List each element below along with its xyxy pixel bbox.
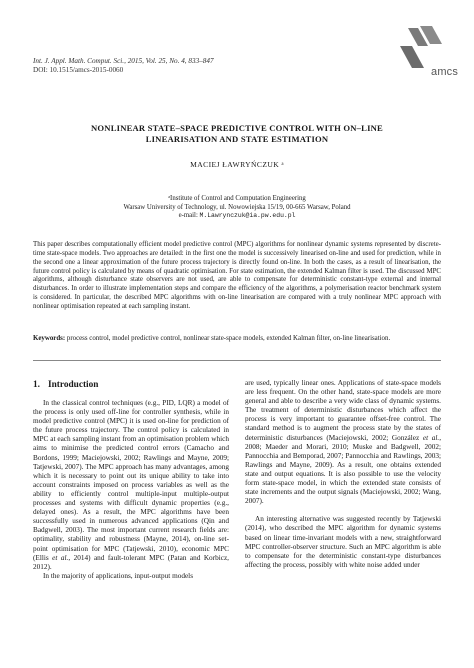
- author-name: MACIEJ ŁAWRYŃCZUK: [190, 160, 280, 169]
- right-column: [245, 379, 441, 570]
- paragraph: In the majority of applications, input-output models: [43, 571, 194, 580]
- paragraph-text: , 2008; Maeder and Morari, 2010; Muske and Badgwell, 2002; Pannocchia and Bemporad, 2007; Pannocchia and Rawlings, 2003; Rawlings and Mayne, 2009). As a result, one obtains extended state and output equations. It is also possible to use the velocity form state-space model, in which the extended state consists of state increments and the output signals (Maciejowski, 2002; Wang, 2007).: [245, 433, 441, 506]
- paragraph-text: are used, typically linear ones. Applications of state-space models are less frequent. On the other hand, state-space models are more general and able to describe a very wide class of dynamic systems. The treatment of deterministic disturbances which affect the process is very important to guarantee offset-free control. The standard method is to augment the process state by the states of deterministic disturbances (Maciejowski, 2002; González: [245, 379, 441, 442]
- email-label: e-mail:: [178, 212, 200, 220]
- section-number: 1.: [33, 380, 40, 390]
- title-line-2: LINEARISATION AND STATE ESTIMATION: [145, 133, 329, 144]
- paragraph: [33, 399, 229, 572]
- et-al: et al.: [422, 433, 440, 442]
- journal-citation: Int. J. Appl. Math. Comput. Sci., 2015, Vol. 25, No. 4, 833–847: [33, 57, 214, 65]
- amcs-logo-icon: [398, 26, 474, 90]
- paragraph: [245, 379, 441, 506]
- email-address: M.Lawrynczuk@ia.pw.edu.pl: [199, 212, 296, 220]
- section-title: Introduction: [47, 380, 99, 390]
- logo-text: amcs: [431, 66, 459, 78]
- left-column: [33, 380, 229, 581]
- keywords-label: Keywords:: [33, 335, 66, 342]
- author-mark: ᵃ: [279, 160, 284, 169]
- email-line: [50, 212, 424, 221]
- paragraph: An interesting alternative was suggested recently by Tatjewski (2014), who described the MPC algorithm for dynamic systems based on linear time-invariant models with a new, straightforward MPC controller-observer structure. Such an MPC algorithm is able to compensate for the deterministic constant-type disturbances affecting the process, possibly with white noise added under: [245, 515, 441, 569]
- paper-title: [50, 123, 424, 144]
- abstract: This paper describes computationally efficient model predictive control (MPC) algorithms for nonlinear dynamic systems represented by discrete-time state-space models. Two approaches are detailed: in the first one the model is successively linearised on-line and used for prediction, while in the second one a linear approximation of the future process trajectory is directly found on-line. In both the cases, as a result of linearisation, the future control policy is calculated by means of quadratic optimisation. For state estimation, the extended Kalman filter is used. The discussed MPC algorithms, although disturbance state observers are not used, are able to compensate for deterministic constant-type external and internal disturbances. In order to illustrate implementation steps and compare the efficiency of the algorithms, a polymerisation reactor benchmark system is considered. In particular, the described MPC algorithms with on-line linearisation are compared with a truly nonlinear MPC approach with nonlinear optimisation repeated at each sampling instant.: [33, 241, 441, 310]
- paragraph-text: , 2014) and fault-tolerant MPC (Patan and Korbicz, 2012).: [33, 553, 229, 571]
- divider: [33, 360, 441, 361]
- et-al: et al.: [52, 553, 69, 562]
- keywords: [33, 335, 441, 344]
- author: [50, 160, 424, 169]
- affiliation-line-2: Warsaw University of Technology, ul. Nowowiejska 15/19, 00-665 Warsaw, Poland: [123, 203, 351, 211]
- keywords-text: process control, model predictive control, nonlinear state-space models, extended Kalman filter, on-line linearisation.: [65, 335, 391, 342]
- affiliation-line-1: ᵃInstitute of Control and Computation Engineering: [168, 195, 306, 202]
- section-heading: [33, 380, 229, 391]
- affiliation: [50, 195, 424, 221]
- title-line-1: NONLINEAR STATE–SPACE PREDICTIVE CONTROL WITH ON–LINE: [91, 123, 383, 133]
- journal-info: [33, 57, 214, 74]
- paragraph-text: In the classical control techniques (e.g., PID, LQR) a model of the process is only used off-line for controller synthesis, while in model predictive control (MPC) it is used on-line for prediction of the future process trajectory. The control policy is calculated in MPC at each sampling instant from an optimisation problem which aims to minimise the predicted control errors (Camacho and Bordons, 1999; Maciejowski, 2002; Rawlings and Mayne, 2009; Tatjewski, 2007). The MPC approach has many advantages, among which it is necessary to point out its unique ability to take into account constraints imposed on process variables as well as the ability to efficiently control multiple-input multiple-output processes and systems with difficult dynamic properties (e.g., delayed ones). As a result, the MPC algorithms have been successfully used in numerous advanced applications (Qin and Badgwell, 2003). The most important current research fields are: optimality, stability and robustness (Mayne, 2014), on-line set-point optimisation for MPC (Tatjewski, 2010), economic MPC (Ellis: [33, 399, 229, 562]
- doi: DOI: 10.1515/amcs-2015-0060: [33, 65, 124, 74]
